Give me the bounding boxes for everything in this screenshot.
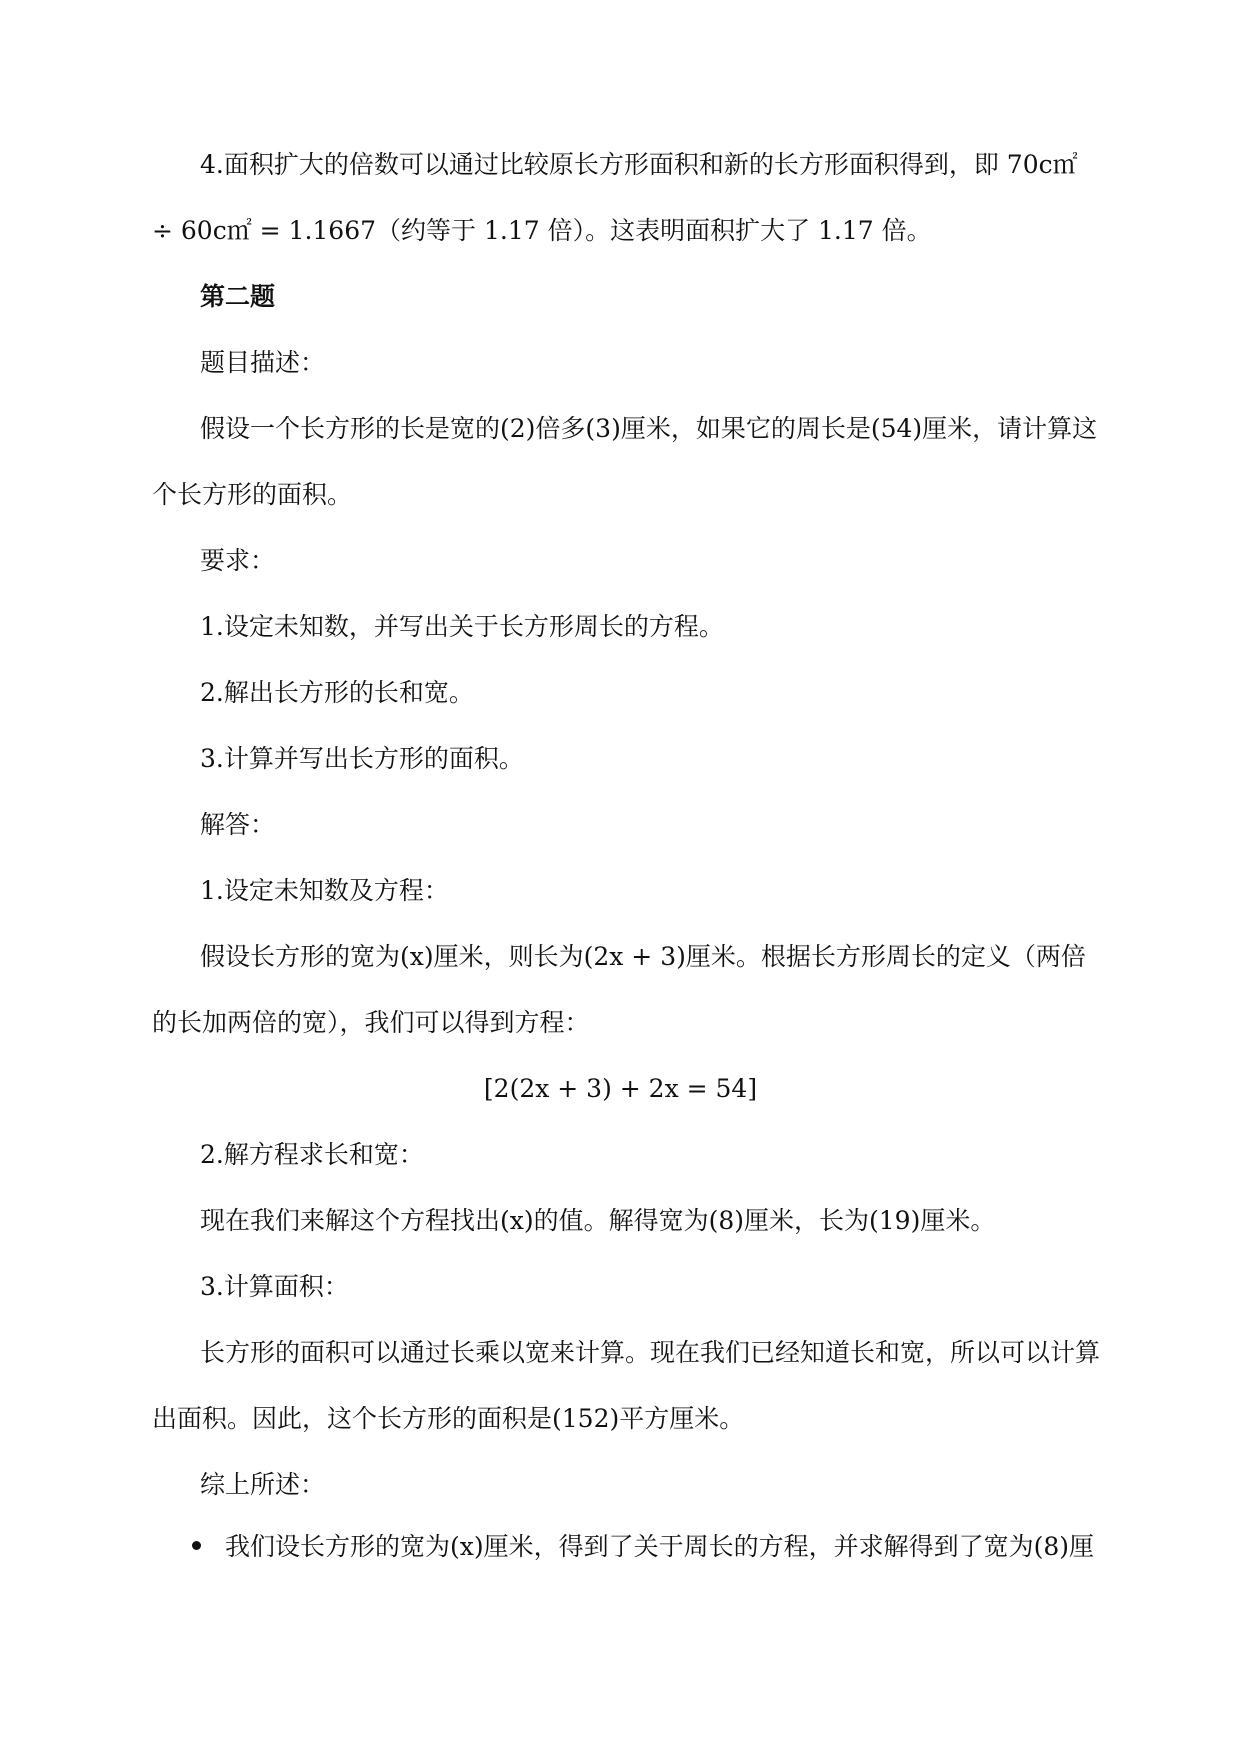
step2-title: 2.解方程求长和宽：: [200, 1140, 424, 1169]
step3-title: 3.计算面积：: [200, 1272, 349, 1301]
step1-text-line2: 的长加两倍的宽），我们可以得到方程：: [152, 1008, 590, 1037]
step3-text-line2: 出面积。因此，这个长方形的面积是(152)平方厘米。: [152, 1404, 745, 1433]
summary-label: 综上所述：: [200, 1470, 326, 1499]
step1-title: 1.设定未知数及方程：: [200, 876, 449, 905]
step2-text-line1: 现在我们来解这个方程找出(x)的值。解得宽为(8)厘米，长为(19)厘米。: [200, 1206, 996, 1235]
paragraph-area-ratio-line2: ÷ 60c㎡ = 1.1667（约等于 1.17 倍）。这表明面积扩大了 1.17 倍。: [152, 216, 932, 245]
requirement-3: 3.计算并写出长方形的面积。: [200, 744, 524, 773]
requirements-label: 要求：: [200, 546, 276, 575]
requirement-2: 2.解出长方形的长和宽。: [200, 678, 474, 707]
bullet-dot-icon: [192, 1541, 201, 1550]
paragraph-area-ratio-line1: 4.面积扩大的倍数可以通过比较原长方形面积和新的长方形面积得到，即 70c㎡: [200, 150, 1078, 179]
equation: [2(2x + 3) + 2x = 54]: [483, 1074, 758, 1103]
step1-text-line1: 假设长方形的宽为(x)厘米，则长为(2x + 3)厘米。根据长方形周长的定义（两倍: [200, 942, 1086, 971]
requirement-1: 1.设定未知数，并写出关于长方形周长的方程。: [200, 612, 724, 641]
problem-text-line1: 假设一个长方形的长是宽的(2)倍多(3)厘米，如果它的周长是(54)厘米，请计算这: [200, 414, 1098, 443]
problem-text-line2: 个长方形的面积。: [152, 480, 353, 509]
summary-bullet-1: 我们设长方形的宽为(x)厘米，得到了关于周长的方程，并求解得到了宽为(8)厘: [225, 1532, 1095, 1561]
answer-label: 解答：: [200, 810, 276, 839]
step3-text-line1: 长方形的面积可以通过长乘以宽来计算。现在我们已经知道长和宽，所以可以计算: [200, 1338, 1101, 1367]
description-label: 题目描述：: [200, 348, 326, 377]
section-heading: 第二题: [200, 282, 276, 311]
